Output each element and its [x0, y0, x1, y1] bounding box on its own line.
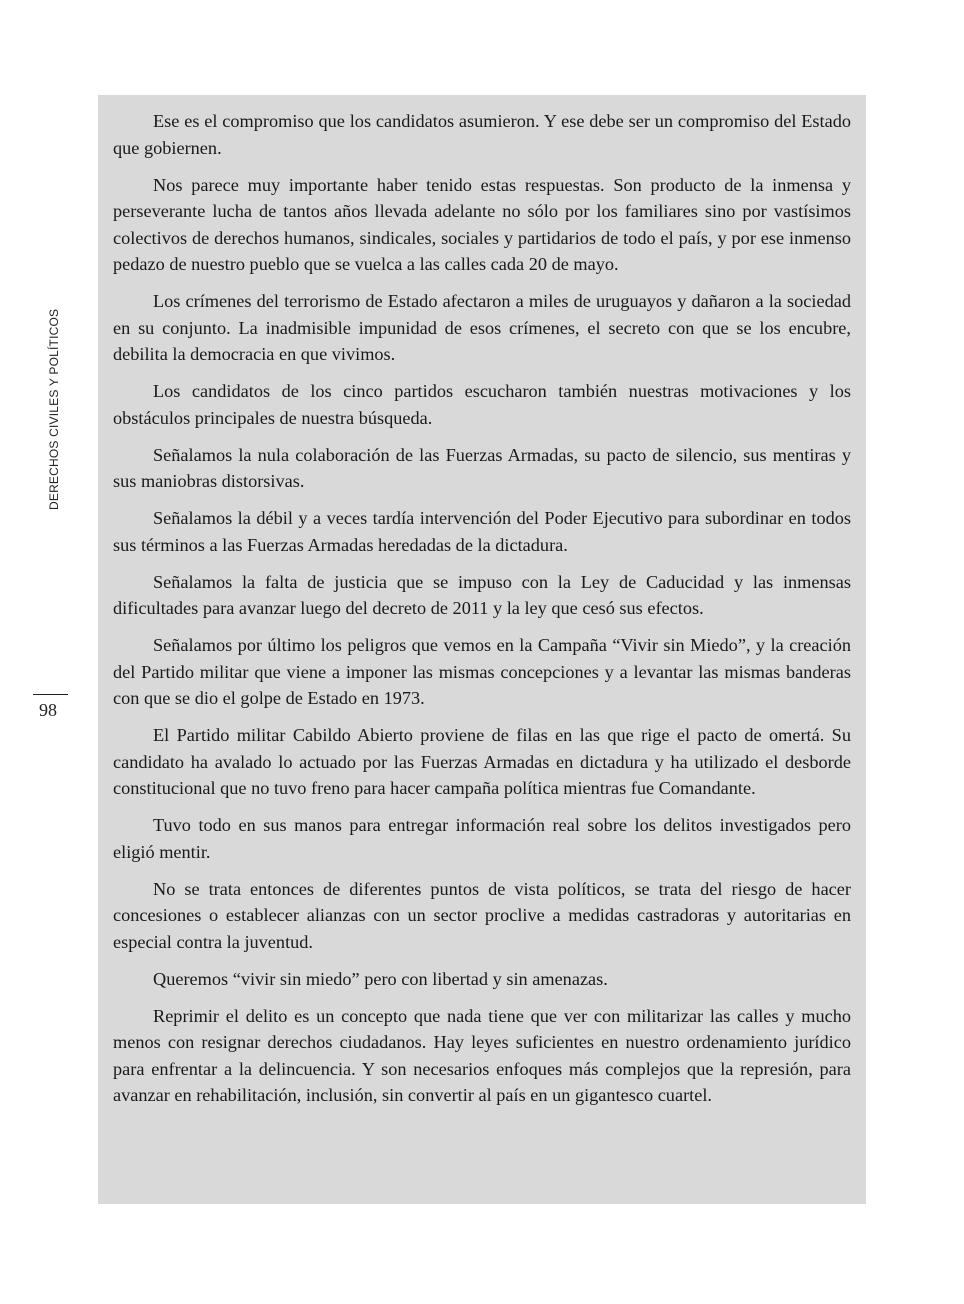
running-header-section-title: DERECHOS CIVILES Y POLÍTICOS	[47, 308, 61, 510]
paragraph-10: Tuvo todo en sus manos para entregar información real sobre los delitos investigados pero eligió mentir.	[113, 815, 851, 862]
paragraph-1: Ese es el compromiso que los candidatos asumieron. Y ese debe ser un compromiso del Estado que gobiernen.	[113, 111, 851, 158]
paragraph-3: Los crímenes del terrorismo de Estado afectaron a miles de uruguayos y dañaron a la sociedad en su conjunto. La inadmisible impunidad de esos crímenes, el secreto con que se los encubre, debilita la democracia en que vivimos.	[113, 291, 851, 364]
paragraph-8: Señalamos por último los peligros que vemos en la Campaña “Vivir sin Miedo”, y la creación del Partido militar que viene a imponer las mismas concepciones y a levantar las mismas banderas con que se dio el golpe de Estado en 1973.	[113, 635, 851, 708]
paragraph-12: Queremos “vivir sin miedo” pero con libertad y sin amenazas.	[153, 968, 608, 989]
paragraph-4: Los candidatos de los cinco partidos escucharon también nuestras motivaciones y los obstáculos principales de nuestra búsqueda.	[113, 381, 851, 428]
page-number: 98	[39, 700, 57, 720]
page-number-rule	[33, 694, 68, 695]
paragraph-7: Señalamos la falta de justicia que se impuso con la Ley de Caducidad y las inmensas dificultades para avanzar luego del decreto de 2011 y la ley que cesó sus efectos.	[113, 571, 851, 618]
paragraph-9: El Partido militar Cabildo Abierto proviene de filas en las que rige el pacto de omertá. Su candidato ha avalado lo actuado por las Fuerzas Armadas en dictadura y ha utilizado el desborde constitucional que no tuvo freno para hacer campaña política mientras fue Comandante.	[113, 725, 851, 798]
paragraph-13: Reprimir el delito es un concepto que nada tiene que ver con militarizar las calles y mucho menos con resignar derechos ciudadanos. Hay leyes suficientes en nuestro ordenamiento jurídico para enfrentar a la delincuencia. Y son necesarios enfoques más complejos que la represión, para avanzar en rehabilitación, inclusión, sin convertir al país en un gigantesco cuartel.	[113, 1005, 851, 1105]
paragraph-5: Señalamos la nula colaboración de las Fuerzas Armadas, su pacto de silencio, sus mentiras y sus maniobras distorsivas.	[113, 444, 851, 491]
paragraph-11: No se trata entonces de diferentes puntos de vista políticos, se trata del riesgo de hacer concesiones o establecer alianzas con un sector proclive a medidas castradoras y autoritarias en especial contra la juventud.	[113, 878, 851, 952]
paragraph-2: Nos parece muy importante haber tenido estas respuestas. Son producto de la inmensa y perseverante lucha de tantos años llevada adelante no sólo por los familiares sino por vastísimos colectivos de derechos humanos, sindicales, sociales y partidarios de todo el país, y por ese inmenso pedazo de nuestro pueblo que se vuelca a las calles cada 20 de mayo.	[113, 174, 851, 274]
shaded-text-box	[98, 95, 866, 1204]
paragraph-6: Señalamos la débil y a veces tardía intervención del Poder Ejecutivo para subordinar en todos sus términos a las Fuerzas Armadas heredadas de la dictadura.	[113, 508, 851, 555]
